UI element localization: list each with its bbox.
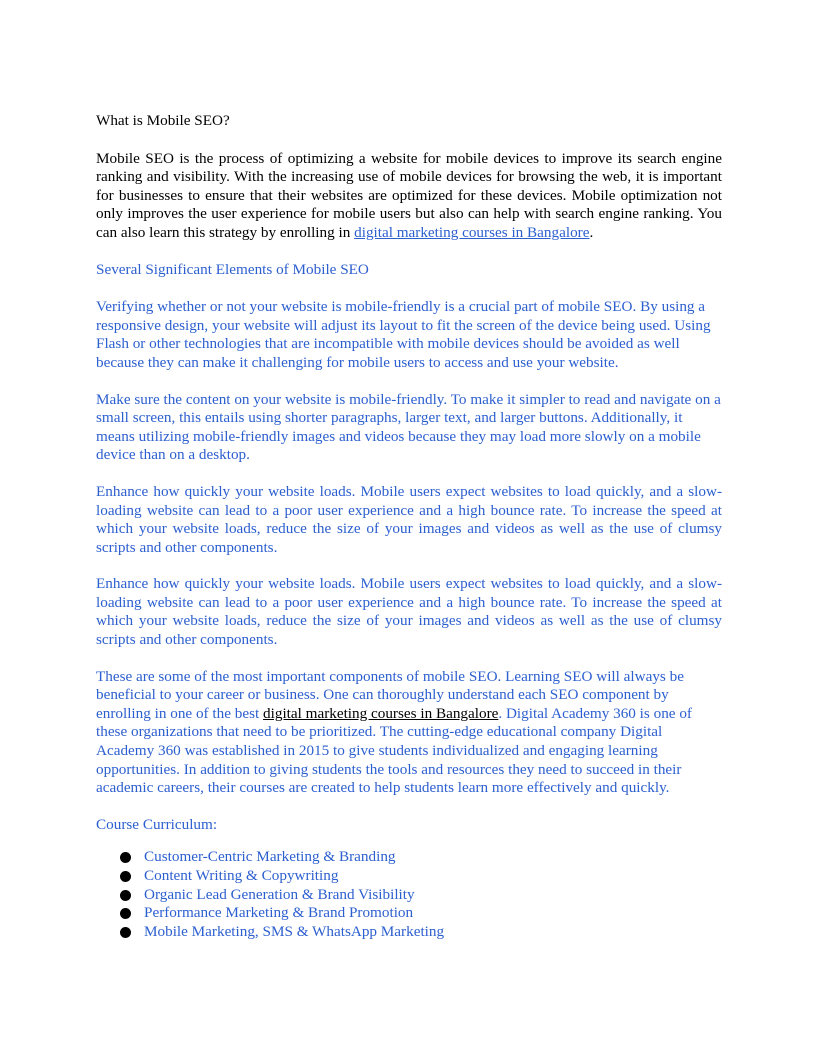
intro-end: . (589, 223, 594, 241)
closing-course-link[interactable]: digital marketing courses in Bangalore (263, 704, 499, 722)
curriculum-item-label: Performance Marketing & Brand Promotion (144, 904, 414, 922)
document-title: What is Mobile SEO? (96, 112, 230, 129)
closing-text-after: . Digital Academy 360 is one of these organizations that need to be prioritized. The cutting-edge educational company Digital Academy 360 was established in 2015 to give students individualized and engaging learning opportunities. In addition to giving students the tools and resources they need to succeed in their academic careers, their courses are created to help students learn more effectively and quickly. (96, 704, 692, 797)
curriculum-item (96, 848, 722, 867)
bullet-icon (120, 908, 131, 919)
curriculum-list (96, 848, 722, 941)
curriculum-heading: Course Curriculum: (96, 815, 218, 833)
curriculum-item-label: Organic Lead Generation & Brand Visibility (144, 885, 415, 903)
intro-text: Mobile SEO is the process of optimizing a website for mobile devices to improve its search engine ranking and visibility. With the increasing use of mobile devices for browsing the web, it is important for businesses to ensure that their websites are optimized for these devices. Mobile optimization not only improves the user experience for mobile users but also can help with search engine ranking. You can also learn this strategy by enrolling in (96, 149, 722, 241)
paragraph-mobile-friendly: Verifying whether or not your website is mobile-friendly is a crucial part of mobile SEO. By using a responsive design, your website will adjust its layout to fit the screen of the device being used. Using Flash or other technologies that are incompatible with mobile devices should be avoided as well because they can make it challenging for mobile users to access and use your website. (96, 298, 711, 371)
intro-course-link[interactable]: digital marketing courses in Bangalore (354, 223, 590, 241)
section-heading: Several Significant Elements of Mobile SEO (96, 260, 369, 278)
closing-paragraph (96, 668, 722, 798)
paragraph-load-speed-repeat: Enhance how quickly your website loads. Mobile users expect websites to load quickly, and a slow-loading website can lead to a poor user experience and a high bounce rate. To increase the speed at which your website loads, reduce the size of your images and videos as well as the use of clumsy scripts and other components. (96, 575, 722, 649)
paragraph-content: Make sure the content on your website is mobile-friendly. To make it simpler to read and navigate on a small screen, this entails using shorter paragraphs, larger text, and larger buttons. Additionally, it means utilizing mobile-friendly images and videos because they may load more slowly on a mobile device than on a desktop. (96, 390, 721, 464)
intro-paragraph (96, 150, 722, 243)
closing-text-before: These are some of the most important components of mobile SEO. Learning SEO will always be beneficial to your career or business. One can thoroughly understand each SEO component by enrolling in one of the best (96, 667, 684, 722)
curriculum-item (96, 867, 722, 886)
curriculum-item (96, 886, 722, 905)
document-page (96, 112, 722, 941)
paragraph-load-speed: Enhance how quickly your website loads. Mobile users expect websites to load quickly, and a slow-loading website can lead to a poor user experience and a high bounce rate. To increase the speed at which your website loads, reduce the size of your images and videos as well as the use of clumsy scripts and other components. (96, 482, 722, 556)
curriculum-item-label: Mobile Marketing, SMS & WhatsApp Marketing (144, 922, 445, 940)
bullet-icon (120, 852, 131, 863)
curriculum-item-label: Customer-Centric Marketing & Branding (144, 848, 396, 866)
curriculum-item (96, 923, 722, 942)
bullet-icon (120, 927, 131, 938)
bullet-icon (120, 890, 131, 901)
bullet-icon (120, 871, 131, 882)
curriculum-item-label: Content Writing & Copywriting (144, 867, 339, 884)
curriculum-item (96, 904, 722, 923)
